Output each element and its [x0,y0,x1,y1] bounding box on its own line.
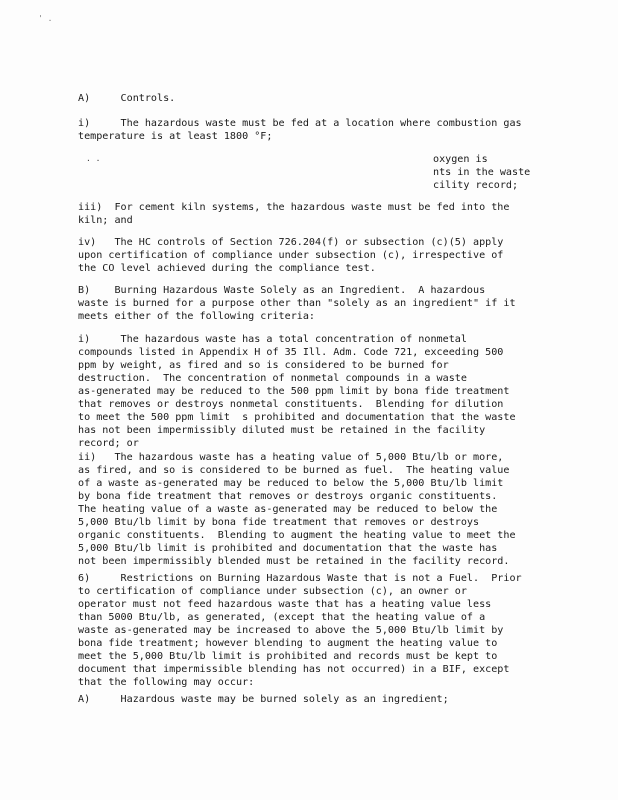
text-line: that the following may occur: [78,677,255,688]
text-line: i) The hazardous waste has a total concentration of nonmetal [78,334,467,345]
text-line: record; or [78,438,139,449]
paragraph-b-ii [78,452,548,569]
text-line: meets either of the following criteria: [78,311,316,322]
text-line: upon certification of compliance under subsection (c), irrespective of [78,250,504,261]
text-line: by bona fide treatment that removes or destroys organic constituents. [78,491,498,502]
text-line: waste is burned for a purpose other than "solely as an ingredient" if it [78,298,516,309]
text-line: to certification of compliance under subsection (c), an owner or [78,586,467,597]
text-line: cility record; [433,180,519,191]
text-line: not been impermissibly blended must be retained in the facility record. [78,556,510,567]
text-line: temperature is at least 1800 °F; [78,131,273,142]
text-line: destruction. The concentration of nonmetal compounds in a waste [78,373,467,384]
text-line: iii) For cement kiln systems, the hazardous waste must be fed into the [78,202,510,213]
heading-line: A) Controls. [78,93,176,104]
text-line: of a waste as-generated may be reduced to below the 5,000 Btu/lb limit [78,478,504,489]
text-line: 5,000 Btu/lb limit by bona fide treatment that removes or destroys [78,517,480,528]
partial-line-marks: . . [86,154,101,163]
text-line: oxygen is [433,154,488,165]
text-line: i) The hazardous waste must be fed at a location where combustion gas [78,118,522,129]
item-ii-fragment [433,153,543,192]
paragraph-6 [78,573,548,690]
text-line: compounds listed in Appendix H of 35 Ill. Adm. Code 721, exceeding 500 [78,347,504,358]
text-line: nts in the waste [433,167,531,178]
text-line: The heating value of a waste as-generated may be reduced to below the [78,504,498,515]
text-line: kiln; and [78,215,133,226]
item-i [78,118,548,144]
text-line: waste as-generated may be increased to above the 5,000 Btu/lb limit by [78,625,504,636]
text-line: iv) The HC controls of Section 726.204(f) or subsection (c)(5) apply [78,237,504,248]
scan-mark: ' . [38,14,53,23]
text-line: ii) The hazardous waste has a heating value of 5,000 Btu/lb or more, [78,452,504,463]
text-line: document that impermissible blending has not occurred) in a BIF, except [78,664,510,675]
paragraph-b [78,285,548,324]
text-line: meet the 5,000 Btu/lb limit is prohibited and records must be kept to [78,651,498,662]
text-line: to meet the 500 ppm limit s prohibited and documentation that the waste [78,412,516,423]
paragraph-b-i [78,334,548,451]
text-line: B) Burning Hazardous Waste Solely as an Ingredient. A hazardous [78,285,486,296]
text-line: the CO level achieved during the compliance test. [78,263,376,274]
text-line: that removes or destroys nonmetal constituents. Blending for dilution [78,399,504,410]
text-line: as fired, and so is considered to be burned as fuel. The heating value [78,465,510,476]
item-iii [78,202,548,228]
heading-controls [78,93,548,106]
text-line: A) Hazardous waste may be burned solely as an ingredient; [78,694,449,705]
text-line: than 5000 Btu/lb, as generated, (except that the heating value of a [78,612,486,623]
text-line: bona fide treatment; however blending to augment the heating value to [78,638,498,649]
text-line: operator must not feed hazardous waste that has a heating value less [78,599,492,610]
paragraph-6-a [78,694,548,707]
text-line: organic constituents. Blending to augment the heating value to meet the [78,530,516,541]
text-line: as-generated may be reduced to the 500 ppm limit by bona fide treatment [78,386,510,397]
text-line: 5,000 Btu/lb limit is prohibited and documentation that the waste has [78,543,498,554]
text-line: 6) Restrictions on Burning Hazardous Waste that is not a Fuel. Prior [78,573,522,584]
text-line: has not been impermissibly diluted must be retained in the facility [78,425,486,436]
text-line: ppm by weight, as fired and so is considered to be burned for [78,360,449,371]
item-iv [78,237,548,276]
